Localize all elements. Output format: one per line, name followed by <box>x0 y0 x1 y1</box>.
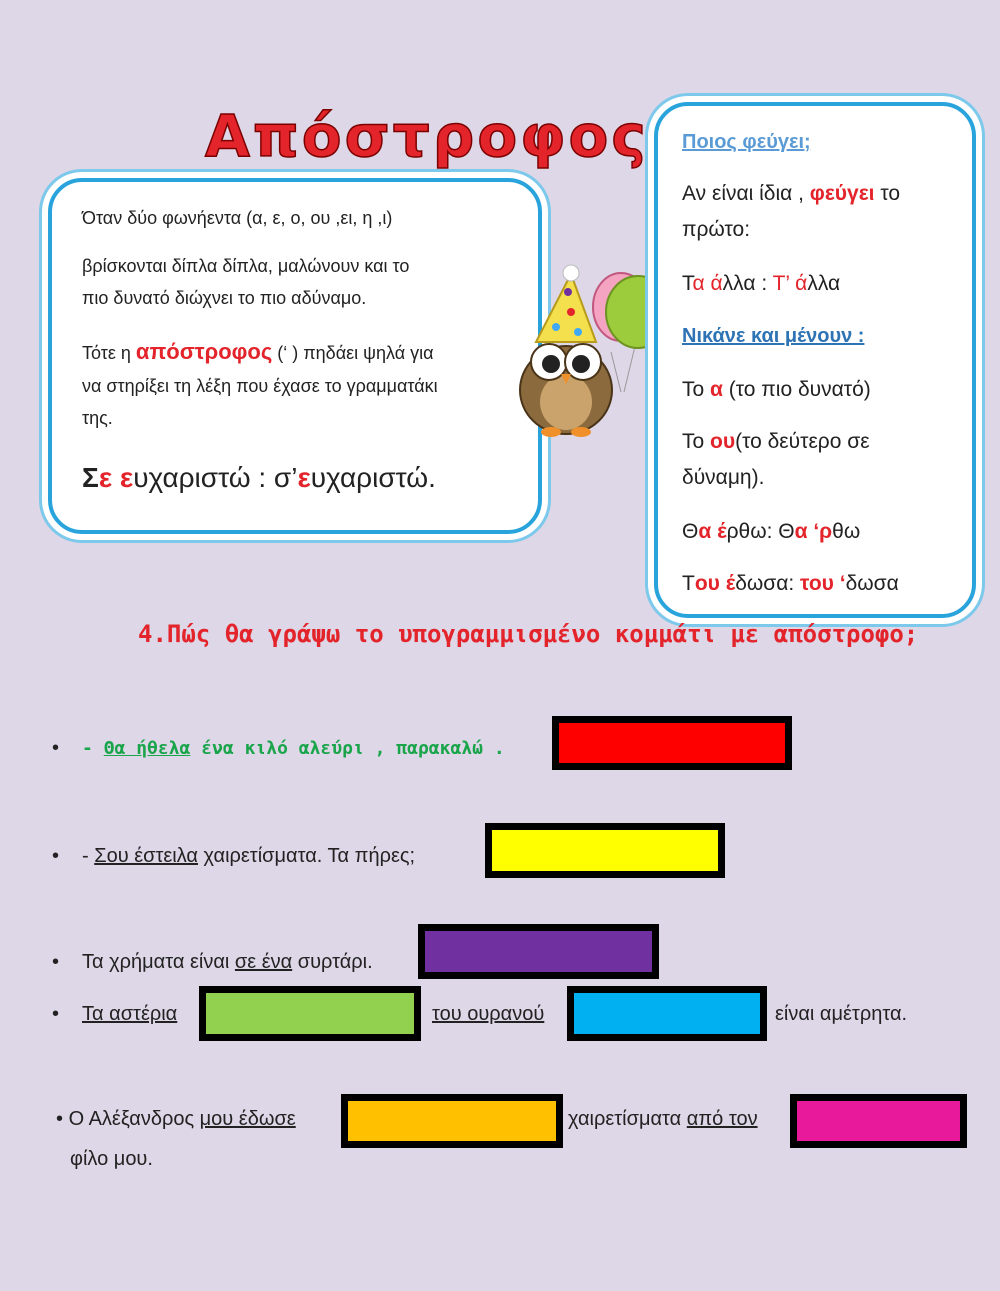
section-heading: Ποιος φεύγει; <box>682 131 811 153</box>
page-title <box>200 98 650 178</box>
rule-example: Του έδωσα: του ‘δωσα <box>682 572 899 595</box>
rule-line: βρίσκονται δίπλα δίπλα, μαλώνουν και το <box>82 256 410 276</box>
rule-line: Το ου(το δεύτερο σε <box>682 430 870 453</box>
sentence-2: - Σου έστειλα χαιρετίσματα. Τα πήρες; <box>82 845 416 867</box>
rule-line: Αν είναι ίδια , φεύγει το <box>682 182 901 205</box>
bullet: • <box>52 951 60 973</box>
sentence-5-part-1: • Ο Αλέξανδρος μου έδωσε <box>56 1108 296 1130</box>
apostrophe-word: απόστροφος <box>135 339 273 364</box>
answer-slot-1[interactable] <box>552 716 792 770</box>
answer-slot-4a[interactable] <box>199 986 421 1041</box>
answer-slot-2[interactable] <box>485 823 725 878</box>
rule-box-right <box>654 102 976 618</box>
sentence-5-part-2: χαιρετίσματα από τον <box>568 1108 758 1130</box>
bullet: • <box>52 1003 60 1025</box>
rule-line: Όταν δύο φωνήεντα (α, ε, ο, ου ,ει, η ,ι) <box>82 208 393 228</box>
sentence-4-part-2: του ουρανού <box>432 1003 545 1025</box>
rule-example: Θα έρθω: Θα ‘ρθω <box>682 520 861 543</box>
answer-slot-5a[interactable] <box>341 1094 563 1148</box>
exercise-question: 4.Πώς θα γράψω το υπογραμμισμένο κομμάτι με απόστροφο; <box>138 620 919 648</box>
bullet: • <box>52 845 60 867</box>
rule-example: Σε ευχαριστώ : σ’ευχαριστώ. <box>82 462 436 493</box>
svg-text:Απόστροφος: Απόστροφος <box>205 102 649 170</box>
sentence-5-part-3: φίλο μου. <box>70 1148 153 1170</box>
sentence-4-part-3: είναι αμέτρητα. <box>775 1003 908 1025</box>
rule-line: πιο δυνατό διώχνει το πιο αδύναμο. <box>82 288 367 308</box>
sentence-3: Τα χρήματα είναι σε ένα συρτάρι. <box>82 951 373 973</box>
answer-slot-4b[interactable] <box>567 986 767 1041</box>
owl-illustration <box>516 262 676 442</box>
rule-line: Το α (το πιο δυνατό) <box>682 378 871 401</box>
rule-example: Τα άλλα : Τ’ άλλα <box>682 272 841 295</box>
rule-line: της. <box>82 408 113 428</box>
sentence-4-part-1: Τα αστέρια <box>82 1003 178 1025</box>
sentence-1: - Θα ήθελα ένα κιλό αλεύρι , παρακαλώ . <box>82 738 505 759</box>
section-heading: Νικάνε και μένουν : <box>682 325 865 347</box>
rule-line: δύναμη). <box>682 466 765 489</box>
answer-slot-3[interactable] <box>418 924 659 979</box>
rule-box <box>48 178 542 534</box>
rule-line: Τότε η απόστροφος (‘ ) πηδάει ψηλά για <box>82 339 434 364</box>
answer-slot-5b[interactable] <box>790 1094 967 1148</box>
rule-line: να στηρίξει τη λέξη που έχασε το γραμματάκι <box>82 376 438 396</box>
bullet: • <box>52 737 60 759</box>
rule-line: πρώτο: <box>682 218 751 241</box>
